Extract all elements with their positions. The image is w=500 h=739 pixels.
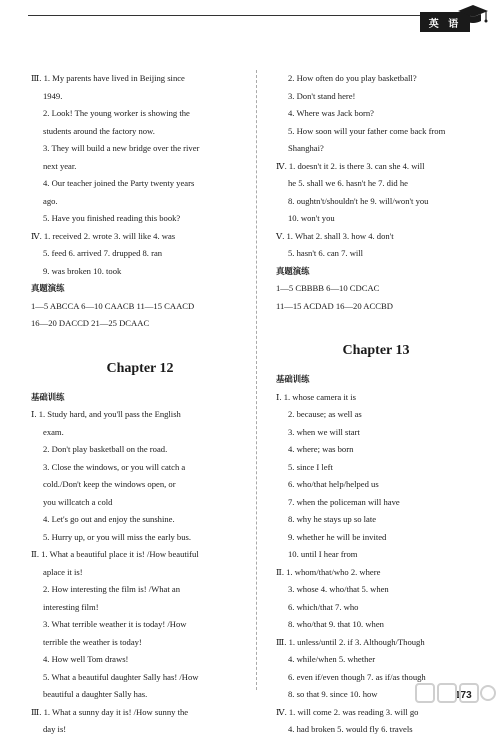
answer-line: 2. Look! The young worker is showing the bbox=[43, 108, 190, 118]
answer-line: 2. because; as well as bbox=[288, 409, 362, 419]
answer-line: 10. until I hear from bbox=[288, 549, 358, 559]
answer-line: 3. They will build a new bridge over the river bbox=[43, 143, 200, 153]
answer-line: 2. How often do you play basketball? bbox=[288, 73, 417, 83]
answer-line: 10. won't you bbox=[288, 213, 335, 223]
answer-line: he 5. shall we 6. hasn't he 7. did he bbox=[288, 178, 408, 188]
answer-line: 4. where; was born bbox=[288, 444, 354, 454]
answer-line: 2. Don't play basketball on the road. bbox=[43, 444, 168, 454]
answer-line: 7. when the policeman will have bbox=[288, 496, 400, 507]
answer-line: 8. why he stays up so late bbox=[288, 514, 377, 524]
answer-line: ago. bbox=[43, 195, 58, 206]
answer-line: Ⅳ. 1. received 2. wrote 3. will like 4. was bbox=[31, 230, 176, 241]
answer-line: Ⅰ. 1. Study hard, and you'll pass the English bbox=[31, 409, 181, 419]
answer-line: 4. Let's go out and enjoy the sunshine. bbox=[43, 514, 175, 524]
answer-line: Ⅱ. 1. whom/that/who 2. where bbox=[276, 566, 381, 577]
answer-line: 6. which/that 7. who bbox=[288, 601, 359, 612]
answer-line: exam. bbox=[43, 426, 64, 437]
column-divider bbox=[256, 70, 257, 690]
answer-line: 1—5 ABCCA 6—10 CAACB 11—15 CAACD bbox=[31, 300, 195, 311]
answer-line: 6. who/that help/helped us bbox=[288, 479, 379, 489]
header-rule bbox=[28, 15, 458, 16]
answer-line: 16—20 DACCD 21—25 DCAAC bbox=[31, 318, 150, 328]
page-number: 173 bbox=[455, 690, 472, 701]
answer-line: 9. whether he will be invited bbox=[288, 531, 387, 542]
answer-line: 5. hasn't 6. can 7. will bbox=[288, 248, 364, 258]
answer-line: 8. oughtn't/shouldn't he 9. will/won't you bbox=[288, 195, 429, 206]
answer-line: beautiful a daughter Sally has. bbox=[43, 689, 148, 699]
answer-line: 1—5 CBBBB 6—10 CDCAC bbox=[276, 283, 380, 293]
answer-line: 5. How soon will your father come back from bbox=[288, 125, 446, 136]
graduation-cap-icon bbox=[456, 2, 490, 28]
answer-line: 9. was broken 10. took bbox=[43, 265, 122, 276]
answer-line: cold./Don't keep the windows open, or bbox=[43, 479, 176, 489]
answer-line: 5. feed 6. arrived 7. drupped 8. ran bbox=[43, 248, 163, 258]
answer-line: Ⅲ. 1. What a sunny day it is! /How sunny the bbox=[31, 706, 189, 717]
answer-line: aplace it is! bbox=[43, 566, 83, 577]
section-heading: 真题演练 bbox=[276, 265, 310, 276]
answer-line: 4. Our teacher joined the Party twenty years bbox=[43, 178, 195, 188]
section-heading: 基础训练 bbox=[276, 374, 310, 384]
answer-line: 11—15 ACDAD 16—20 ACCBD bbox=[276, 300, 393, 311]
subject-tab: 英 语 bbox=[420, 12, 470, 32]
answer-line: terrible the weather is today! bbox=[43, 636, 142, 647]
answer-line: 4. while/when 5. whether bbox=[288, 654, 376, 664]
right-column bbox=[276, 70, 476, 739]
answer-line: 3. when we will start bbox=[288, 426, 360, 437]
answer-line: Ⅴ. 1. What 2. shall 3. how 4. don't bbox=[276, 230, 394, 241]
answer-line: Ⅳ. 1. will come 2. was reading 3. will go bbox=[276, 706, 419, 717]
left-column bbox=[31, 70, 249, 739]
answer-line: 8. who/that 9. that 10. when bbox=[288, 619, 384, 629]
answer-line: 4. had broken 5. would fly 6. travels bbox=[288, 724, 413, 734]
section-heading: 基础训练 bbox=[31, 391, 65, 402]
answer-line: 5. since I left bbox=[288, 461, 333, 472]
answer-line: next year. bbox=[43, 160, 77, 171]
answer-line: 3. Close the windows, or you will catch a bbox=[43, 461, 186, 472]
answer-line: Shanghai? bbox=[288, 143, 324, 153]
answer-line: interesting film! bbox=[43, 601, 99, 612]
answer-line: students around the factory now. bbox=[43, 125, 155, 136]
section-heading: 真题演练 bbox=[31, 283, 65, 293]
watermark-logo-icon bbox=[410, 678, 498, 710]
answer-line: 8. so that 9. since 10. how bbox=[288, 689, 378, 699]
chapter-heading: Chapter 13 bbox=[342, 343, 410, 358]
answer-line: 5. Hurry up, or you will miss the early bus. bbox=[43, 531, 191, 542]
answer-line: 5. What a beautiful daughter Sally has! /How bbox=[43, 671, 199, 682]
answer-line: 3. Don't stand here! bbox=[288, 90, 356, 101]
answer-line: Ⅲ. 1. unless/until 2. if 3. Although/Though bbox=[276, 636, 425, 647]
answer-line: Ⅰ. 1. whose camera it is bbox=[276, 391, 356, 402]
chapter-heading: Chapter 12 bbox=[106, 360, 174, 376]
answer-line: 6. even if/even though 7. as if/as though bbox=[288, 671, 426, 682]
answer-line: Ⅳ. 1. doesn't it 2. is there 3. can she 4. will bbox=[276, 160, 425, 171]
answer-line: you willcatch a cold bbox=[43, 496, 113, 507]
answer-line: Ⅱ. 1. What a beautiful place it is! /How beautiful bbox=[31, 549, 199, 559]
answer-line: 4. Where was Jack born? bbox=[288, 108, 374, 118]
answer-line: day is! bbox=[43, 724, 67, 734]
answer-line: 3. whose 4. who/that 5. when bbox=[288, 584, 389, 594]
answer-line: 4. How well Tom draws! bbox=[43, 654, 129, 664]
answer-line: 5. Have you finished reading this book? bbox=[43, 213, 181, 223]
answer-line: 2. How interesting the film is! /What an bbox=[43, 584, 180, 594]
answer-line: 3. What terrible weather it is today! /How bbox=[43, 619, 187, 629]
answer-line: 1949. bbox=[43, 90, 63, 101]
answer-line: Ⅲ. 1. My parents have lived in Beijing since bbox=[31, 73, 185, 83]
